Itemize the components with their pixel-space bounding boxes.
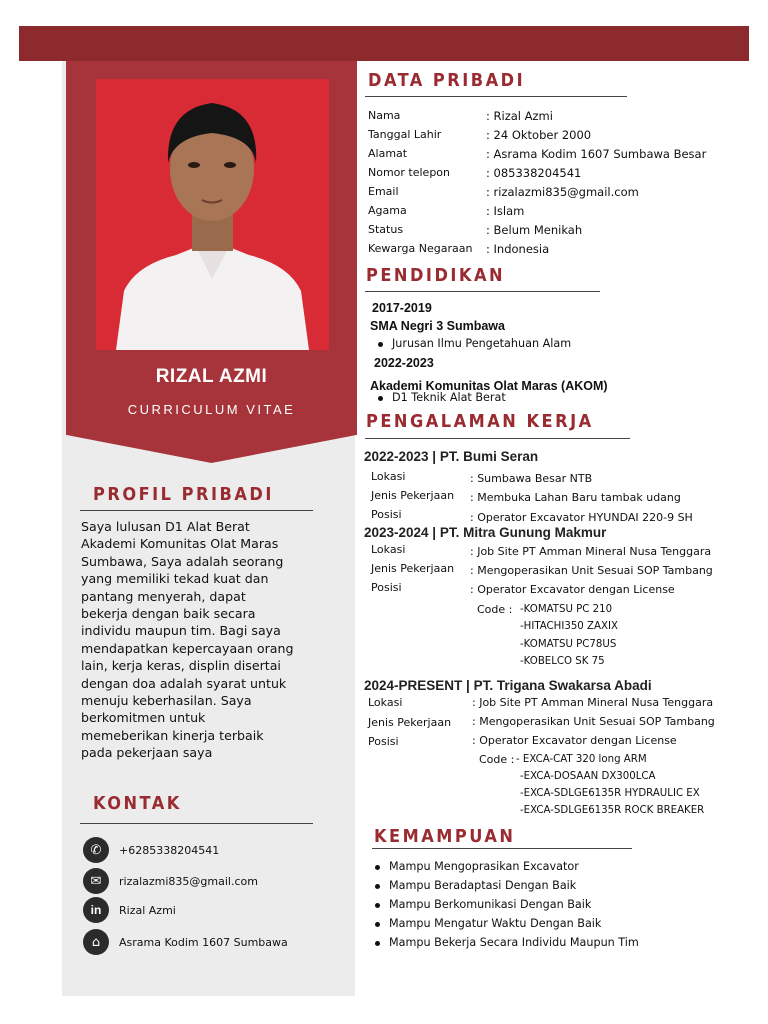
contact-heading: KONTAK xyxy=(93,793,182,814)
job-2-code-1: -KOMATSU PC 210 xyxy=(520,604,613,615)
job-2-posisi-label: Posisi xyxy=(371,581,402,594)
nama-label: Nama xyxy=(368,109,401,122)
profile-divider xyxy=(80,510,313,511)
edu-2-school: Akademi Komunitas Olat Maras (AKOM) xyxy=(370,379,608,393)
profile-photo xyxy=(96,79,329,350)
kemampuan-divider xyxy=(372,848,632,849)
job-2-lokasi-label: Lokasi xyxy=(371,543,406,556)
skill-item-3: Mampu Berkomunikasi Dengan Baik xyxy=(389,898,592,911)
contact-linkedin xyxy=(83,897,176,923)
contact-linkedin-text: Rizal Azmi xyxy=(119,903,176,917)
job-3-lokasi-value: : Job Site PT Amman Mineral Nusa Tenggara xyxy=(472,696,714,709)
job-2-jenis-label: Jenis Pekerjaan xyxy=(371,562,455,575)
pengalaman-divider xyxy=(365,438,630,439)
kewarganegaraan-value: : Indonesia xyxy=(486,242,550,256)
skill-item-5: Mampu Bekerja Secara Individu Maupun Tim xyxy=(389,936,639,949)
job-2-code-2: -HITACHI350 ZAXIX xyxy=(520,621,618,632)
job-1-posisi-label: Posisi xyxy=(371,508,402,521)
candidate-name: RIZAL AZMI xyxy=(155,366,268,387)
agama-value: : Islam xyxy=(486,204,525,218)
contact-address-text: Asrama Kodim 1607 Sumbawa xyxy=(119,935,288,949)
job-2-jenis-value: : Mengoperasikan Unit Sesuai SOP Tambang xyxy=(470,564,713,577)
contact-phone-text: +6285338204541 xyxy=(119,843,220,857)
kemampuan-heading: KEMAMPUAN xyxy=(374,826,516,847)
tanggal-lahir-label: Tanggal Lahir xyxy=(368,128,442,141)
cv-subtitle: CURRICULUM VITAE xyxy=(127,402,296,417)
email-label: Email xyxy=(368,185,399,198)
job-2-lokasi-value: : Job Site PT Amman Mineral Nusa Tenggara xyxy=(470,545,712,558)
edu-2-detail: D1 Teknik Alat Berat xyxy=(392,391,506,404)
edu-2-years: 2022-2023 xyxy=(374,356,434,370)
job-2-code-4: -KOBELCO SK 75 xyxy=(520,656,605,667)
profile-heading: PROFIL PRIBADI xyxy=(93,484,274,505)
job-1-jenis-label: Jenis Pekerjaan xyxy=(371,489,455,502)
job-3-posisi-value: : Operator Excavator dengan License xyxy=(472,734,677,747)
job-1-title: 2022-2023 | PT. Bumi Seran xyxy=(364,449,539,464)
skill-item-1: Mampu Mengoprasikan Excavator xyxy=(389,860,579,873)
alamat-value: : Asrama Kodim 1607 Sumbawa Besar xyxy=(486,147,707,161)
home-icon: ⌂ xyxy=(83,929,109,955)
edu-1-years: 2017-2019 xyxy=(372,301,432,315)
profile-text: Saya lulusan D1 Alat Berat Akademi Komunitas Olat Maras Sumbawa, Saya adalah seorang yang memiliki tekad kuat dan pantang menyerah, dapat bekerja dengan baik secara individu maupun tim. Bagi saya mendapatkan kepercayaan orang lain, kerja keras, displin disertai dengan doa adalah syarat untuk menuju keberhasilan. Saya berkomitmen untuk memeberikan kinerja terbaik pada pekerjaan saya xyxy=(81,519,294,761)
pengalaman-heading: PENGALAMAN KERJA xyxy=(366,411,594,432)
skill-item-4: Mampu Mengatur Waktu Dengan Baik xyxy=(389,917,602,930)
job-1-posisi-value: : Operator Excavator HYUNDAI 220-9 SH xyxy=(470,511,693,524)
telepon-label: Nomor telepon xyxy=(368,166,451,179)
tanggal-lahir-value: : 24 Oktober 2000 xyxy=(486,128,592,142)
edu-1-detail: Jurusan Ilmu Pengetahuan Alam xyxy=(392,337,572,350)
email-value: : rizalazmi835@gmail.com xyxy=(486,185,639,199)
job-3-code-1: - EXCA-CAT 320 long ARM xyxy=(516,754,647,765)
job-1-jenis-value: : Membuka Lahan Baru tambak udang xyxy=(470,491,681,504)
job-3-jenis-value: : Mengoperasikan Unit Sesuai SOP Tambang xyxy=(472,715,715,728)
contact-divider xyxy=(80,823,313,824)
data-pribadi-divider xyxy=(365,96,627,97)
telepon-value: : 085338204541 xyxy=(486,166,582,180)
linkedin-icon: in xyxy=(83,897,109,923)
top-bar xyxy=(19,26,749,61)
job-1-lokasi-label: Lokasi xyxy=(371,470,406,483)
edu-1-school: SMA Negri 3 Sumbawa xyxy=(370,319,505,333)
alamat-label: Alamat xyxy=(368,147,408,160)
job-3-posisi-label: Posisi xyxy=(368,735,399,748)
pendidikan-divider xyxy=(365,291,600,292)
job-3-jenis-label: Jenis Pekerjaan xyxy=(368,716,452,729)
agama-label: Agama xyxy=(368,204,407,217)
data-pribadi-heading: DATA PRIBADI xyxy=(368,70,526,91)
job-1-lokasi-value: : Sumbawa Besar NTB xyxy=(470,472,593,485)
status-label: Status xyxy=(368,223,404,236)
nama-value: : Rizal Azmi xyxy=(486,109,553,123)
contact-phone xyxy=(83,837,219,863)
job-3-code-4: -EXCA-SDLGE6135R ROCK BREAKER xyxy=(520,805,705,816)
contact-address xyxy=(83,929,288,955)
job-3-code-label: Code : xyxy=(479,753,515,766)
job-2-title: 2023-2024 | PT. Mitra Gunung Makmur xyxy=(364,525,607,540)
job-2-posisi-value: : Operator Excavator dengan License xyxy=(470,583,675,596)
skill-item-2: Mampu Beradaptasi Dengan Baik xyxy=(389,879,577,892)
job-2-code-3: -KOMATSU PC78US xyxy=(520,639,617,650)
contact-email-text: rizalazmi835@gmail.com xyxy=(119,874,258,888)
email-icon: ✉ xyxy=(83,868,109,894)
pendidikan-heading: PENDIDIKAN xyxy=(366,265,506,286)
status-value: : Belum Menikah xyxy=(486,223,583,237)
job-3-code-3: -EXCA-SDLGE6135R HYDRAULIC EX xyxy=(520,788,700,799)
job-2-code-label: Code : xyxy=(477,603,513,616)
contact-email xyxy=(83,868,258,894)
job-3-lokasi-label: Lokasi xyxy=(368,696,403,709)
job-3-title: 2024-PRESENT | PT. Trigana Swakarsa Abadi xyxy=(364,678,652,693)
kewarganegaraan-label: Kewarga Negaraan xyxy=(368,242,473,255)
job-3-code-2: -EXCA-DOSAAN DX300LCA xyxy=(520,771,656,782)
whatsapp-icon: ✆ xyxy=(83,837,109,863)
